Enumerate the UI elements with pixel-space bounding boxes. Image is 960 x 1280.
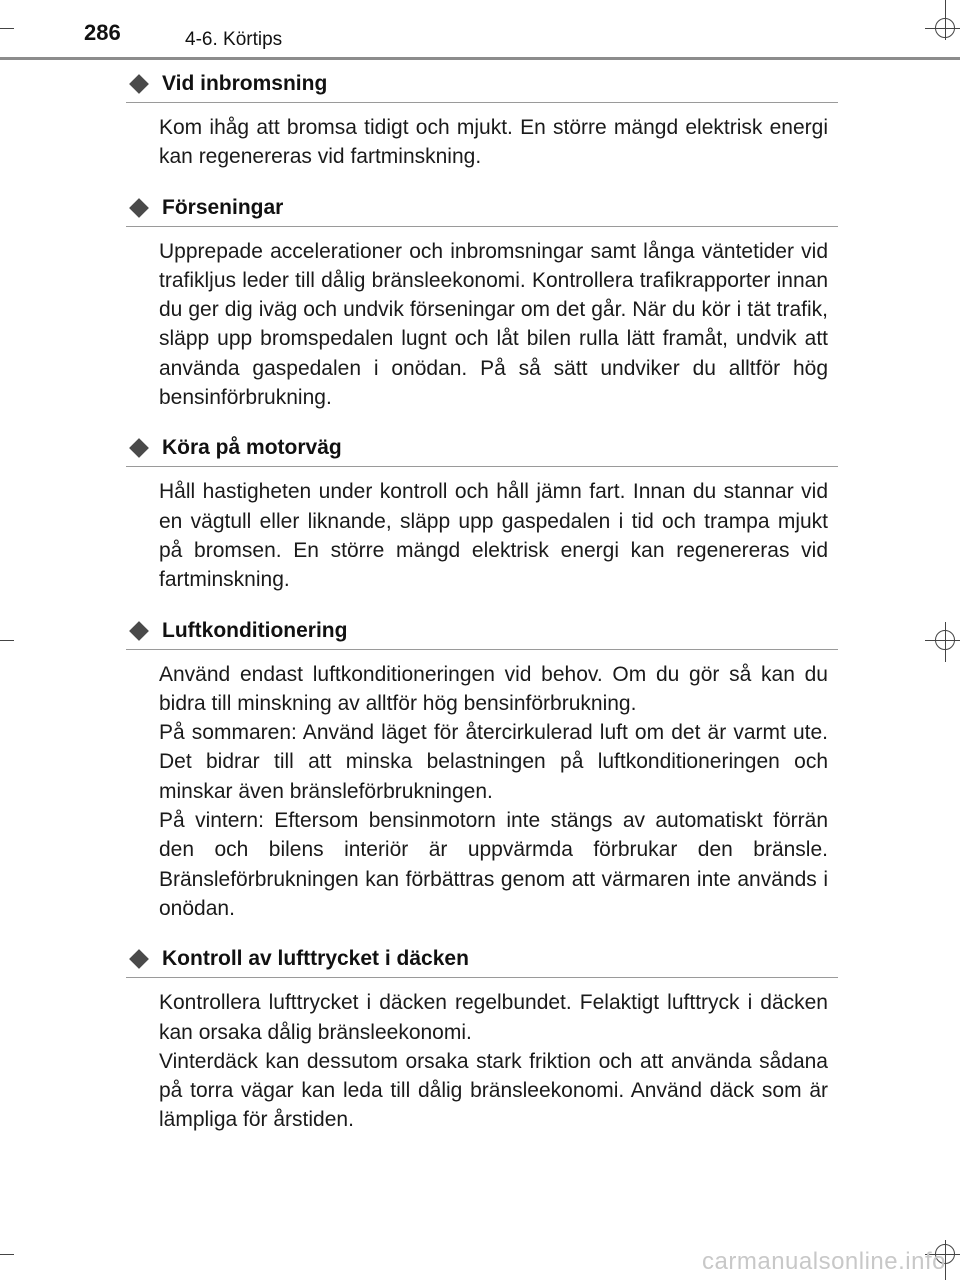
topic-body [126, 237, 838, 413]
topic-heading [126, 941, 838, 978]
watermark: carmanualsonline.info [702, 1248, 946, 1275]
topic-heading [126, 190, 838, 227]
diamond-bullet-icon [129, 198, 149, 218]
topic-body [126, 660, 838, 924]
diamond-bullet-icon [129, 438, 149, 458]
section-title: 4-6. Körtips [185, 29, 283, 50]
diamond-bullet-icon [129, 74, 149, 94]
topic-highway [126, 430, 838, 594]
crop-circle-top-right [935, 18, 955, 38]
topic-body [126, 113, 838, 172]
topic-title: Köra på motorväg [162, 436, 342, 460]
page-number: 286 [84, 20, 121, 45]
topic-heading [126, 430, 838, 467]
crop-circle-mid-right [935, 630, 955, 650]
topic-title: Vid inbromsning [162, 72, 328, 95]
topic-title: Förseningar [162, 195, 284, 219]
topic-heading [126, 613, 838, 650]
topic-tire-pressure [126, 941, 838, 1134]
paragraph: Håll hastigheten under kontroll och håll jämn fart. Innan du stannar vid en vägtull eller liknande, släpp upp gaspedalen i tid och trampa mjukt på bromsen. En större mängd elektrisk energi kan regenereras vid fartminskning. [159, 480, 828, 592]
topic-body [126, 477, 838, 594]
crop-mark-top-left [0, 28, 14, 29]
crop-mark-bottom-left [0, 1254, 14, 1255]
paragraph: Upprepade accelerationer och inbromsningar samt långa väntetider vid trafikljus leder till dålig bränsleekonomi. Kontrollera trafikrapporter innan du ger dig iväg och undvik förseningar om det går. När du kör i tät trafik, släpp upp bromspedalen lugnt och låt bilen rulla lätt framåt, undvik att använda gaspedalen i onödan. På så sätt undviker du alltför hög bensinförbrukning. [159, 239, 828, 410]
paragraph: På sommaren: Använd läget för återcirkulerad luft om det är varmt ute. Det bidrar till att minska belastningen på luftkonditioneringen och minskar även bränsleförbrukningen. [159, 721, 828, 803]
paragraph: På vintern: Eftersom bensinmotorn inte stängs av automatiskt förrän den och bilens interiör är uppvärmda förbrukar den bränsle. Bränsleförbrukningen kan förbättras genom att värmaren inte används i onödan. [159, 809, 828, 920]
header-rule [0, 57, 960, 60]
topic-title: Luftkonditionering [162, 618, 348, 642]
diamond-bullet-icon [129, 621, 149, 641]
page-content [126, 66, 838, 1153]
diamond-bullet-icon [129, 949, 149, 969]
topic-body [126, 988, 838, 1134]
crop-mark-mid-left [0, 640, 14, 641]
paragraph: Kontrollera lufttrycket i däcken regelbundet. Felaktigt lufttryck i däcken kan orsaka dålig bränsleekonomi. [159, 991, 828, 1044]
paragraph: Vinterdäck kan dessutom orsaka stark friktion och att använda sådana på torra vägar kan leda till dålig bränsleekonomi. Använd däck som är lämpliga för årstiden. [159, 1049, 828, 1132]
topic-delays [126, 190, 838, 413]
topic-title: Kontroll av lufttrycket i däcken [162, 947, 469, 971]
paragraph: Kom ihåg att bromsa tidigt och mjukt. En större mängd elektrisk energi kan regenereras vid fartminskning. [159, 116, 828, 169]
topic-braking [126, 66, 838, 172]
topic-air-conditioning [126, 613, 838, 924]
topic-heading [126, 66, 838, 103]
paragraph: Använd endast luftkonditioneringen vid behov. Om du gör så kan du bidra till minskning av alltför hög bensinförbrukning. [159, 662, 828, 715]
